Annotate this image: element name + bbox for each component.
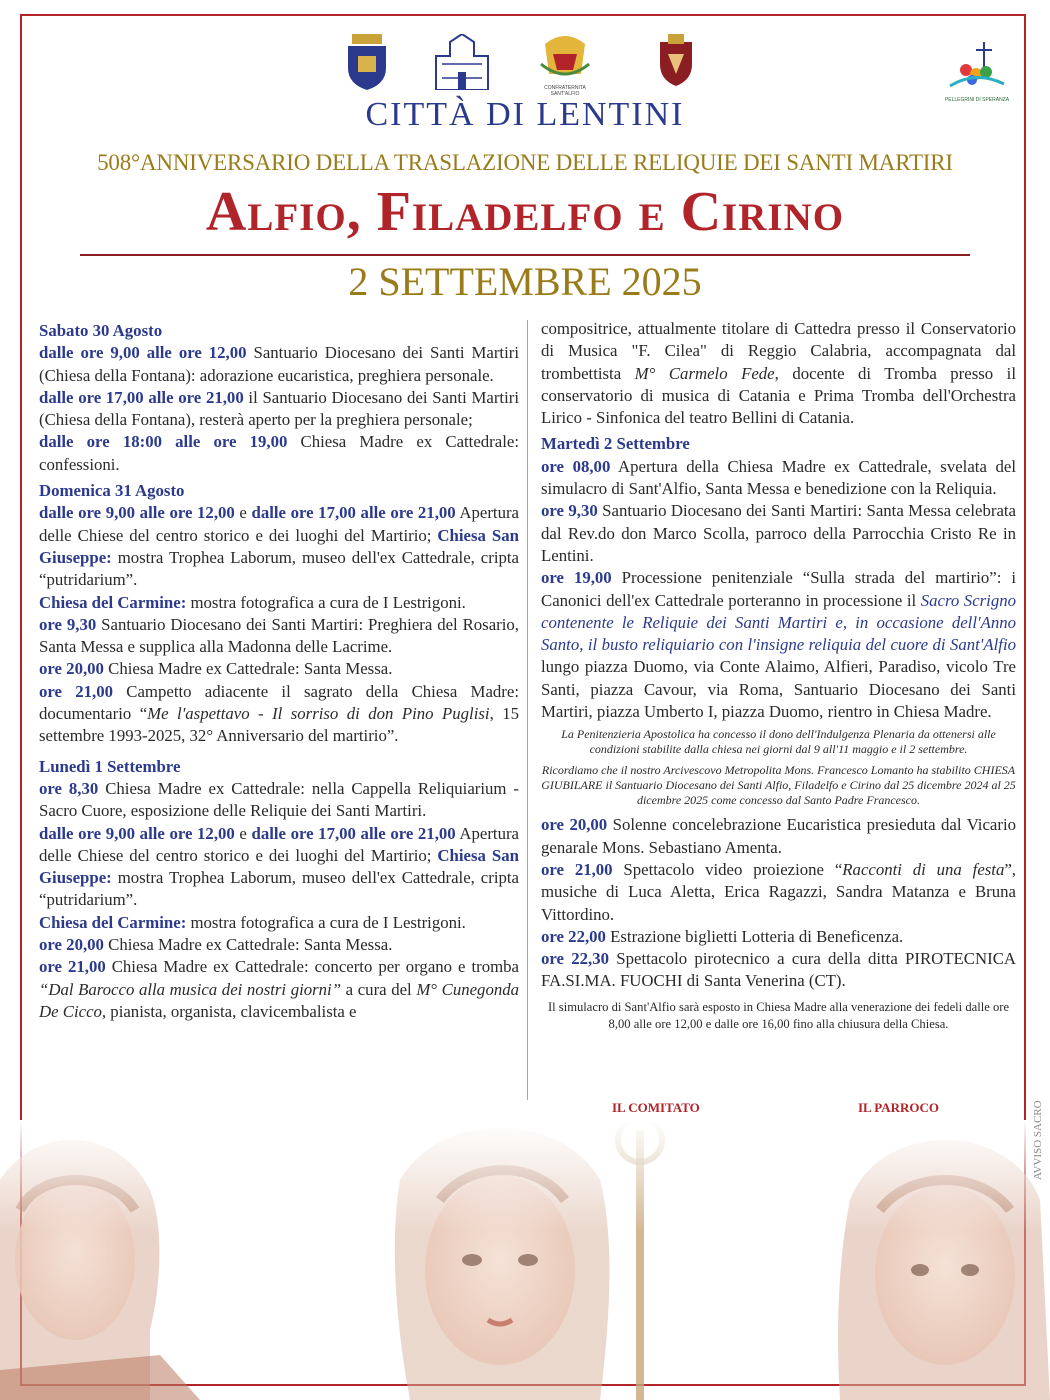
entry-text: e <box>234 823 252 843</box>
program-entry <box>541 926 1016 948</box>
entry-time: ore 21,00 <box>39 681 114 701</box>
logos-row <box>0 34 1050 97</box>
program-entry <box>39 502 519 591</box>
cathedral-icon <box>432 34 492 90</box>
entry-text: Apertura della Chiesa Madre ex Cattedrale, svelata del simulacro di Sant'Alfio, Santa Messa e benedizione con la Reliquia. <box>541 456 1016 499</box>
entry-time: dalle ore 17,00 alle ore 21,00 <box>39 387 244 407</box>
program-entry <box>39 592 519 614</box>
entry-text: Estrazione biglietti Lotteria di Beneficenza. <box>605 926 904 946</box>
entry-time: dalle ore 18:00 alle ore 19,00 <box>39 432 288 452</box>
entry-text: Chiesa Madre ex Cattedrale: concerto per organo e tromba <box>105 957 520 977</box>
program-entry <box>541 814 1016 859</box>
entry-text: a cura del <box>341 979 417 999</box>
entry-text: mostra Trophea Laborum, museo dell'ex Cattedrale, cripta “putridarium”. <box>39 547 519 590</box>
program-entry <box>39 681 519 748</box>
entry-text: compositrice, attualmente titolare di Cattedra presso il Conservatorio di Musica "F. Cilea" di Reggio Calabria, accompagnata dal trombettista <box>541 319 1016 383</box>
entry-title: Racconti di una festa <box>842 859 1005 879</box>
program-entry <box>541 456 1016 501</box>
entry-text: Apertura delle Chiese del centro storico e dei luoghi del Martirio; <box>39 823 520 865</box>
entry-place: Chiesa del Carmine: <box>39 592 187 612</box>
program-entry <box>39 823 519 912</box>
program-entry-continued <box>541 318 1016 429</box>
jubilee-logo <box>944 40 1010 104</box>
entry-text: Santuario Diocesano dei Santi Martiri: Santa Messa celebrata dal Rev.do don Marco Scolla, parroco della Parrocchia Cristo Re in Lentini. <box>541 501 1017 565</box>
day-heading: Lunedì 1 Settembre <box>39 756 181 776</box>
entry-title: “Dal Barocco alla musica dei nostri giorni” <box>39 979 342 999</box>
entry-text: , pianista, organista, clavicembalista e <box>101 1001 357 1021</box>
program-entry <box>541 567 1016 723</box>
entry-time: ore 19,00 <box>541 568 612 588</box>
entry-time: dalle ore 9,00 alle ore 12,00 <box>39 503 235 523</box>
side-label: AVVISO SACRO <box>1032 1100 1044 1180</box>
day-heading: Martedì 2 Settembre <box>541 434 690 454</box>
saints-title: Alfio, Filadelfo e Cirino <box>205 181 845 243</box>
entry-time: ore 8,30 <box>39 778 99 798</box>
crest-icon <box>656 34 696 86</box>
entry-time: ore 9,30 <box>541 501 598 521</box>
program-entry <box>541 859 1016 926</box>
program-entry <box>39 658 519 680</box>
program-entry <box>541 948 1016 993</box>
entry-text: Apertura delle Chiese del centro storico e dei luoghi del Martirio; <box>39 503 520 545</box>
anniversary-subtitle: 508°ANNIVERSARIO DELLA TRASLAZIONE DELLE RELIQUIE DEI SANTI MARTIRI <box>97 150 953 175</box>
program-entry <box>39 934 519 956</box>
entry-time: ore 22,00 <box>541 926 606 946</box>
program-entry <box>39 431 519 476</box>
entry-performer: M° Carmelo Fede <box>634 363 775 383</box>
program-entry <box>39 387 519 432</box>
entry-time: ore 20,00 <box>541 815 608 835</box>
signature-committee: IL COMITATO <box>612 1100 700 1115</box>
entry-time: ore 22,30 <box>541 949 610 969</box>
entry-text: , docente di Tromba presso il conservatorio di musica di Catania e Prima Tromba dell'Orchestra Lirico - Sinfonica del teatro Bellini di Catania. <box>541 363 1016 428</box>
jubilee-church-note: Ricordiamo che il nostro Arcivescovo Metropolita Mons. Francesco Lomanto ha stabilito CHIESA GIUBILARE il Santuario Diocesano dei Santi Alfio, Filadelfo e Cirino dal 25 dicembre 2024 al 25 dicembre 2025 come concesso dal Santo Padre Francesco. <box>541 763 1016 808</box>
entry-text: ”, musiche di Luca Aletta, Erica Ragazzi, Sandra Matanza e Bruna Vittordino. <box>541 859 1017 924</box>
simulacrum-note: Il simulacro di Sant'Alfio sarà esposto in Chiesa Madre alla venerazione dei fedeli dalle ore 8,00 alle ore 12,00 e dalle ore 16,00 fino alla chiusura della Chiesa. <box>547 999 1010 1031</box>
entry-text: Spettacolo pirotecnico a cura della ditta PIROTECNICA FA.SI.MA. FUOCHI di Santa Venerina (CT). <box>541 949 1017 991</box>
entry-text: Santuario Diocesano dei Santi Martiri (Chiesa della Fontana): adorazione eucaristica, preghiera personale. <box>39 343 520 385</box>
event-date: 2 SETTEMBRE 2025 <box>348 259 702 304</box>
entry-text: Santuario Diocesano dei Santi Martiri: Preghiera del Rosario, Santa Messa e supplica alla Madonna delle Lacrime. <box>39 614 520 657</box>
entry-text: Spettacolo video proiezione “ <box>612 859 843 879</box>
program-entry <box>39 342 519 387</box>
entry-text: Campetto adiacente il sagrato della Chiesa Madre: documentario “ <box>39 681 519 724</box>
entry-text: , 15 settembre 1993-2025, 32° Anniversario del martirio”. <box>39 704 519 746</box>
entry-time: ore 21,00 <box>39 957 106 977</box>
entry-text: Chiesa Madre ex Cattedrale: Santa Messa. <box>103 935 393 955</box>
entry-text: Solenne concelebrazione Eucaristica presieduta dal Vicario genarale Mons. Sebastiano Amenta. <box>541 815 1017 857</box>
column-divider <box>527 320 528 1100</box>
program-entry <box>39 956 519 1023</box>
entry-text: Chiesa Madre ex Cattedrale: confessioni. <box>39 432 519 474</box>
entry-text: Chiesa Madre ex Cattedrale: Santa Messa. <box>103 659 393 679</box>
entry-time: ore 08,00 <box>541 456 611 476</box>
entry-time: ore 20,00 <box>39 659 104 679</box>
entry-time: dalle ore 17,00 alle ore 21,00 <box>251 823 456 843</box>
jubilee-caption: PELLEGRINI DI SPERANZA <box>944 97 1010 103</box>
confraternity-caption: CONFRATERNITA SANT'ALFIO <box>544 85 586 97</box>
program-entry <box>541 500 1016 567</box>
entry-time: ore 20,00 <box>39 935 104 955</box>
entry-title: Me l'aspettavo - Il sorriso di don Pino Puglisi <box>147 704 490 724</box>
day-heading: Domenica 31 Agosto <box>39 481 185 501</box>
entry-place: Chiesa San Giuseppe: <box>39 845 519 888</box>
entry-performer: M° Cunegonda De Cicco <box>39 979 520 1021</box>
entry-text: mostra Trophea Laborum, museo dell'ex Cattedrale, cripta “putridarium”. <box>39 868 519 910</box>
program-left-column <box>39 318 519 1023</box>
entry-text: mostra fotografica a cura de I Lestrigoni. <box>186 912 466 932</box>
entry-time: ore 9,30 <box>39 614 97 634</box>
entry-place: Chiesa San Giuseppe: <box>39 525 519 567</box>
confraternity-crest-icon <box>535 34 595 80</box>
saints-statues-image <box>0 1120 1050 1400</box>
city-title: CITTÀ DI LENTINI <box>365 96 685 133</box>
title-rule <box>80 254 970 256</box>
entry-place: Chiesa del Carmine: <box>39 912 187 932</box>
entry-time: dalle ore 9,00 alle ore 12,00 <box>39 823 235 843</box>
day-heading: Sabato 30 Agosto <box>39 321 163 340</box>
entry-time: dalle ore 9,00 alle ore 12,00 <box>39 343 247 363</box>
entry-text: lungo piazza Duomo, via Conte Alaimo, Alfieri, Paradiso, vicolo Tre Santi, piazza Cavour, via Roma, Santuario Diocesano dei Santi Martiri, piazza Umberto I, piazza Duomo, rientro in Chiesa Madre. <box>541 657 1016 722</box>
coat-of-arms-icon <box>344 34 390 90</box>
entry-highlight: Sacro Scrigno contenente le Reliquie dei Santi Martiri e, in occasione dell'Anno Santo, il busto reliquiario con l'insigne reliquia del cuore di Sant'Alfio <box>541 590 1017 655</box>
entry-text: Chiesa Madre ex Cattedrale: nella Cappella Reliquiarium - Sacro Cuore, esposizione delle Reliquie dei Santi Martiri. <box>39 778 519 821</box>
jubilee-logo-icon <box>944 40 1010 92</box>
signature-parish-priest: IL PARROCO <box>858 1100 940 1115</box>
entry-time: ore 21,00 <box>541 859 613 879</box>
program-entry <box>39 778 519 823</box>
entry-time: dalle ore 17,00 alle ore 21,00 <box>251 503 456 523</box>
program-entry <box>39 614 519 659</box>
entry-text: il Santuario Diocesano dei Santi Martiri (Chiesa della Fontana), resterà aperto per la preghiera personale; <box>39 387 520 430</box>
entry-text: Processione penitenziale “Sulla strada del martirio”: i Canonici dell'ex Cattedrale porteranno in processione il <box>541 568 1016 610</box>
entry-text: mostra fotografica a cura de I Lestrigoni. <box>186 592 466 612</box>
program-right-column <box>541 318 1016 1033</box>
program-entry <box>39 912 519 934</box>
entry-text: e <box>234 503 252 523</box>
indulgence-note: La Penitenzieria Apostolica ha concesso il dono dell'Indulgenza Plenaria da ottenersi alle condizioni stabilite dalla chiesa nei giorni dal 9 all'11 maggio e il 2 settembre. <box>561 727 996 757</box>
